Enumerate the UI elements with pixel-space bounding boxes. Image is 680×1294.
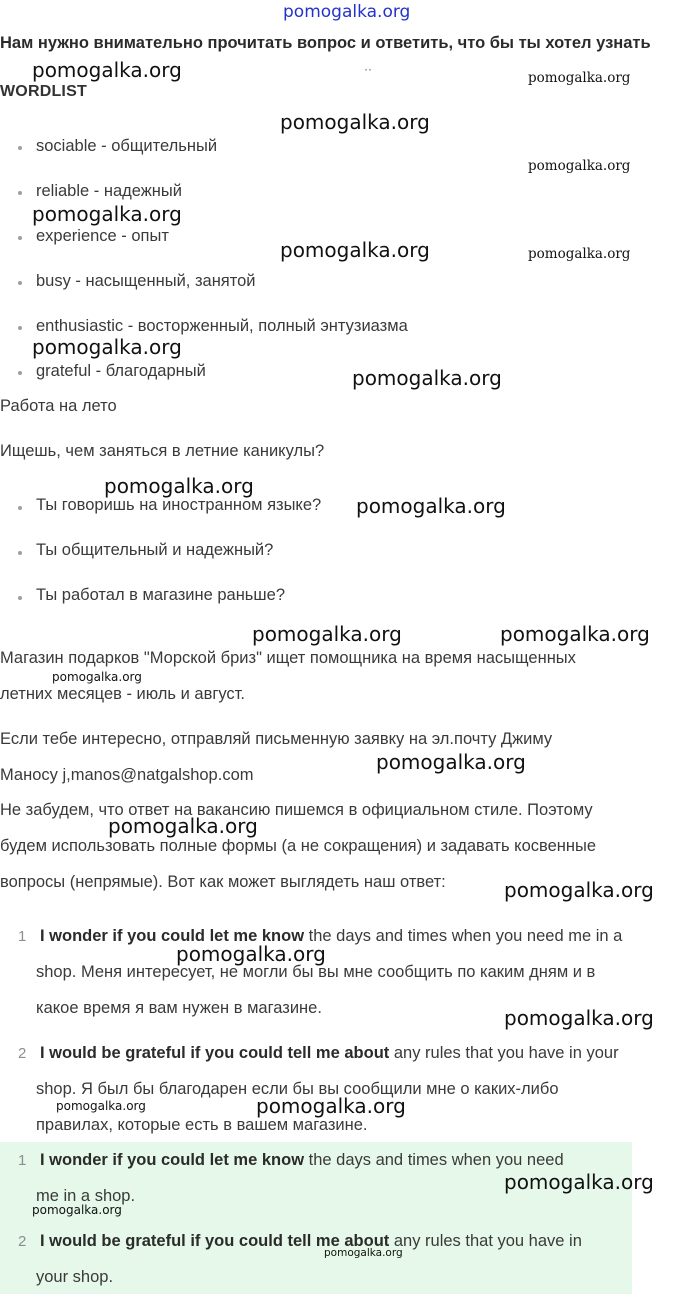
watermark: pomogalka.org (528, 158, 631, 174)
watermark: pomogalka.org (528, 246, 631, 262)
answer-line (40, 1151, 564, 1170)
bullet-icon (18, 506, 22, 510)
ad-paragraph-line: летних месяцев - июль и август. (0, 685, 245, 703)
watermark: pomogalka.org (108, 814, 258, 838)
watermark: pomogalka.org (376, 750, 526, 774)
answer-line: your shop. (36, 1268, 114, 1286)
watermark: pomogalka.org (176, 942, 326, 966)
watermark: pomogalka.org (32, 1203, 122, 1217)
bullet-icon (18, 551, 22, 555)
list-item: Ты общительный и надежный? (36, 541, 274, 559)
ad-title: Работа на лето (0, 397, 117, 415)
watermark: pomogalka.org (32, 202, 182, 226)
watermark: pomogalka.org (500, 622, 650, 646)
watermark: pomogalka.org (104, 474, 254, 498)
watermark: pomogalka.org (280, 238, 430, 262)
bullet-icon (18, 191, 22, 195)
list-item: experience - опыт (36, 227, 169, 245)
list-item: sociable - общительный (36, 137, 218, 155)
key-phrase: I wonder if you could let me know (40, 927, 305, 945)
bullet-icon (18, 371, 22, 375)
bullet-icon (18, 326, 22, 330)
phrase-rest: the days and times when you need (304, 1151, 564, 1169)
dots-mark: ·· (364, 62, 372, 76)
explanation-line: вопросы (непрямые). Вот как может выглядеть наш ответ: (0, 873, 446, 891)
key-phrase: I would be grateful if you could tell me about (40, 1232, 390, 1250)
list-item: grateful - благодарный (36, 362, 206, 380)
explanation-line: будем использовать полные формы (а не сокращения) и задавать косвенные (0, 837, 597, 855)
example-line (40, 1044, 619, 1063)
watermark: pomogalka.org (504, 1006, 654, 1030)
watermark: pomogalka.org (324, 1247, 403, 1259)
answer-line: me in a shop. (36, 1187, 136, 1205)
list-item: busy - насыщенный, занятой (36, 272, 256, 290)
page-title: Нам нужно внимательно прочитать вопрос и ответить, что бы ты хотел узнать (0, 34, 651, 52)
example-line: какое время я вам нужен в магазине. (36, 999, 322, 1017)
ad-paragraph-line: Магазин подарков "Морской бриз" ищет помощника на время насыщенных (0, 649, 576, 667)
ad-question: Ищешь, чем заняться в летние каникулы? (0, 442, 325, 460)
example-line (40, 927, 622, 946)
key-phrase: I would be grateful if you could tell me about (40, 1044, 390, 1062)
watermark: pomogalka.org (32, 58, 182, 82)
answer-line (40, 1232, 582, 1251)
ad-paragraph-line: Маносу j,manos@natgalshop.com (0, 766, 254, 784)
watermark: pomogalka.org (56, 1099, 146, 1113)
phrase-rest: the days and times when you need me in a (304, 927, 623, 945)
bullet-icon (18, 281, 22, 285)
watermark: pomogalka.org (356, 494, 506, 518)
watermark: pomogalka.org (504, 878, 654, 902)
item-number: 2 (18, 1233, 27, 1250)
watermark: pomogalka.org (52, 670, 142, 684)
example-line: shop. Меня интересует, не могли бы вы мне сообщить по каким дням и в (36, 963, 596, 981)
watermark: pomogalka.org (528, 70, 631, 86)
watermark: pomogalka.org (252, 622, 402, 646)
site-mark: pomogalka.org (283, 2, 411, 22)
phrase-rest: any rules that you have in (389, 1232, 582, 1250)
example-line: правилах, которые есть в вашем магазине. (36, 1116, 368, 1134)
item-number: 2 (18, 1045, 27, 1062)
bullet-icon (18, 146, 22, 150)
watermark: pomogalka.org (352, 366, 502, 390)
list-item: enthusiastic - восторженный, полный энтузиазма (36, 317, 408, 335)
watermark: pomogalka.org (32, 335, 182, 359)
example-line: shop. Я был бы благодарен если бы вы сообщили мне о каких-либо (36, 1080, 559, 1098)
ad-paragraph-line: Если тебе интересно, отправляй письменную заявку на эл.почту Джиму (0, 730, 553, 748)
watermark: pomogalka.org (256, 1094, 406, 1118)
key-phrase: I wonder if you could let me know (40, 1151, 305, 1169)
wordlist-heading: WORDLIST (0, 83, 87, 100)
watermark: pomogalka.org (504, 1170, 654, 1194)
watermark: pomogalka.org (280, 110, 430, 134)
bullet-icon (18, 236, 22, 240)
list-item: Ты говоришь на иностранном языке? (36, 496, 322, 514)
phrase-rest: any rules that you have in your (389, 1044, 619, 1062)
list-item: reliable - надежный (36, 182, 182, 200)
explanation-line: Не забудем, что ответ на вакансию пишемся в официальном стиле. Поэтому (0, 801, 593, 819)
item-number: 1 (18, 928, 27, 945)
bullet-icon (18, 596, 22, 600)
list-item: Ты работал в магазине раньше? (36, 586, 285, 604)
item-number: 1 (18, 1152, 27, 1169)
